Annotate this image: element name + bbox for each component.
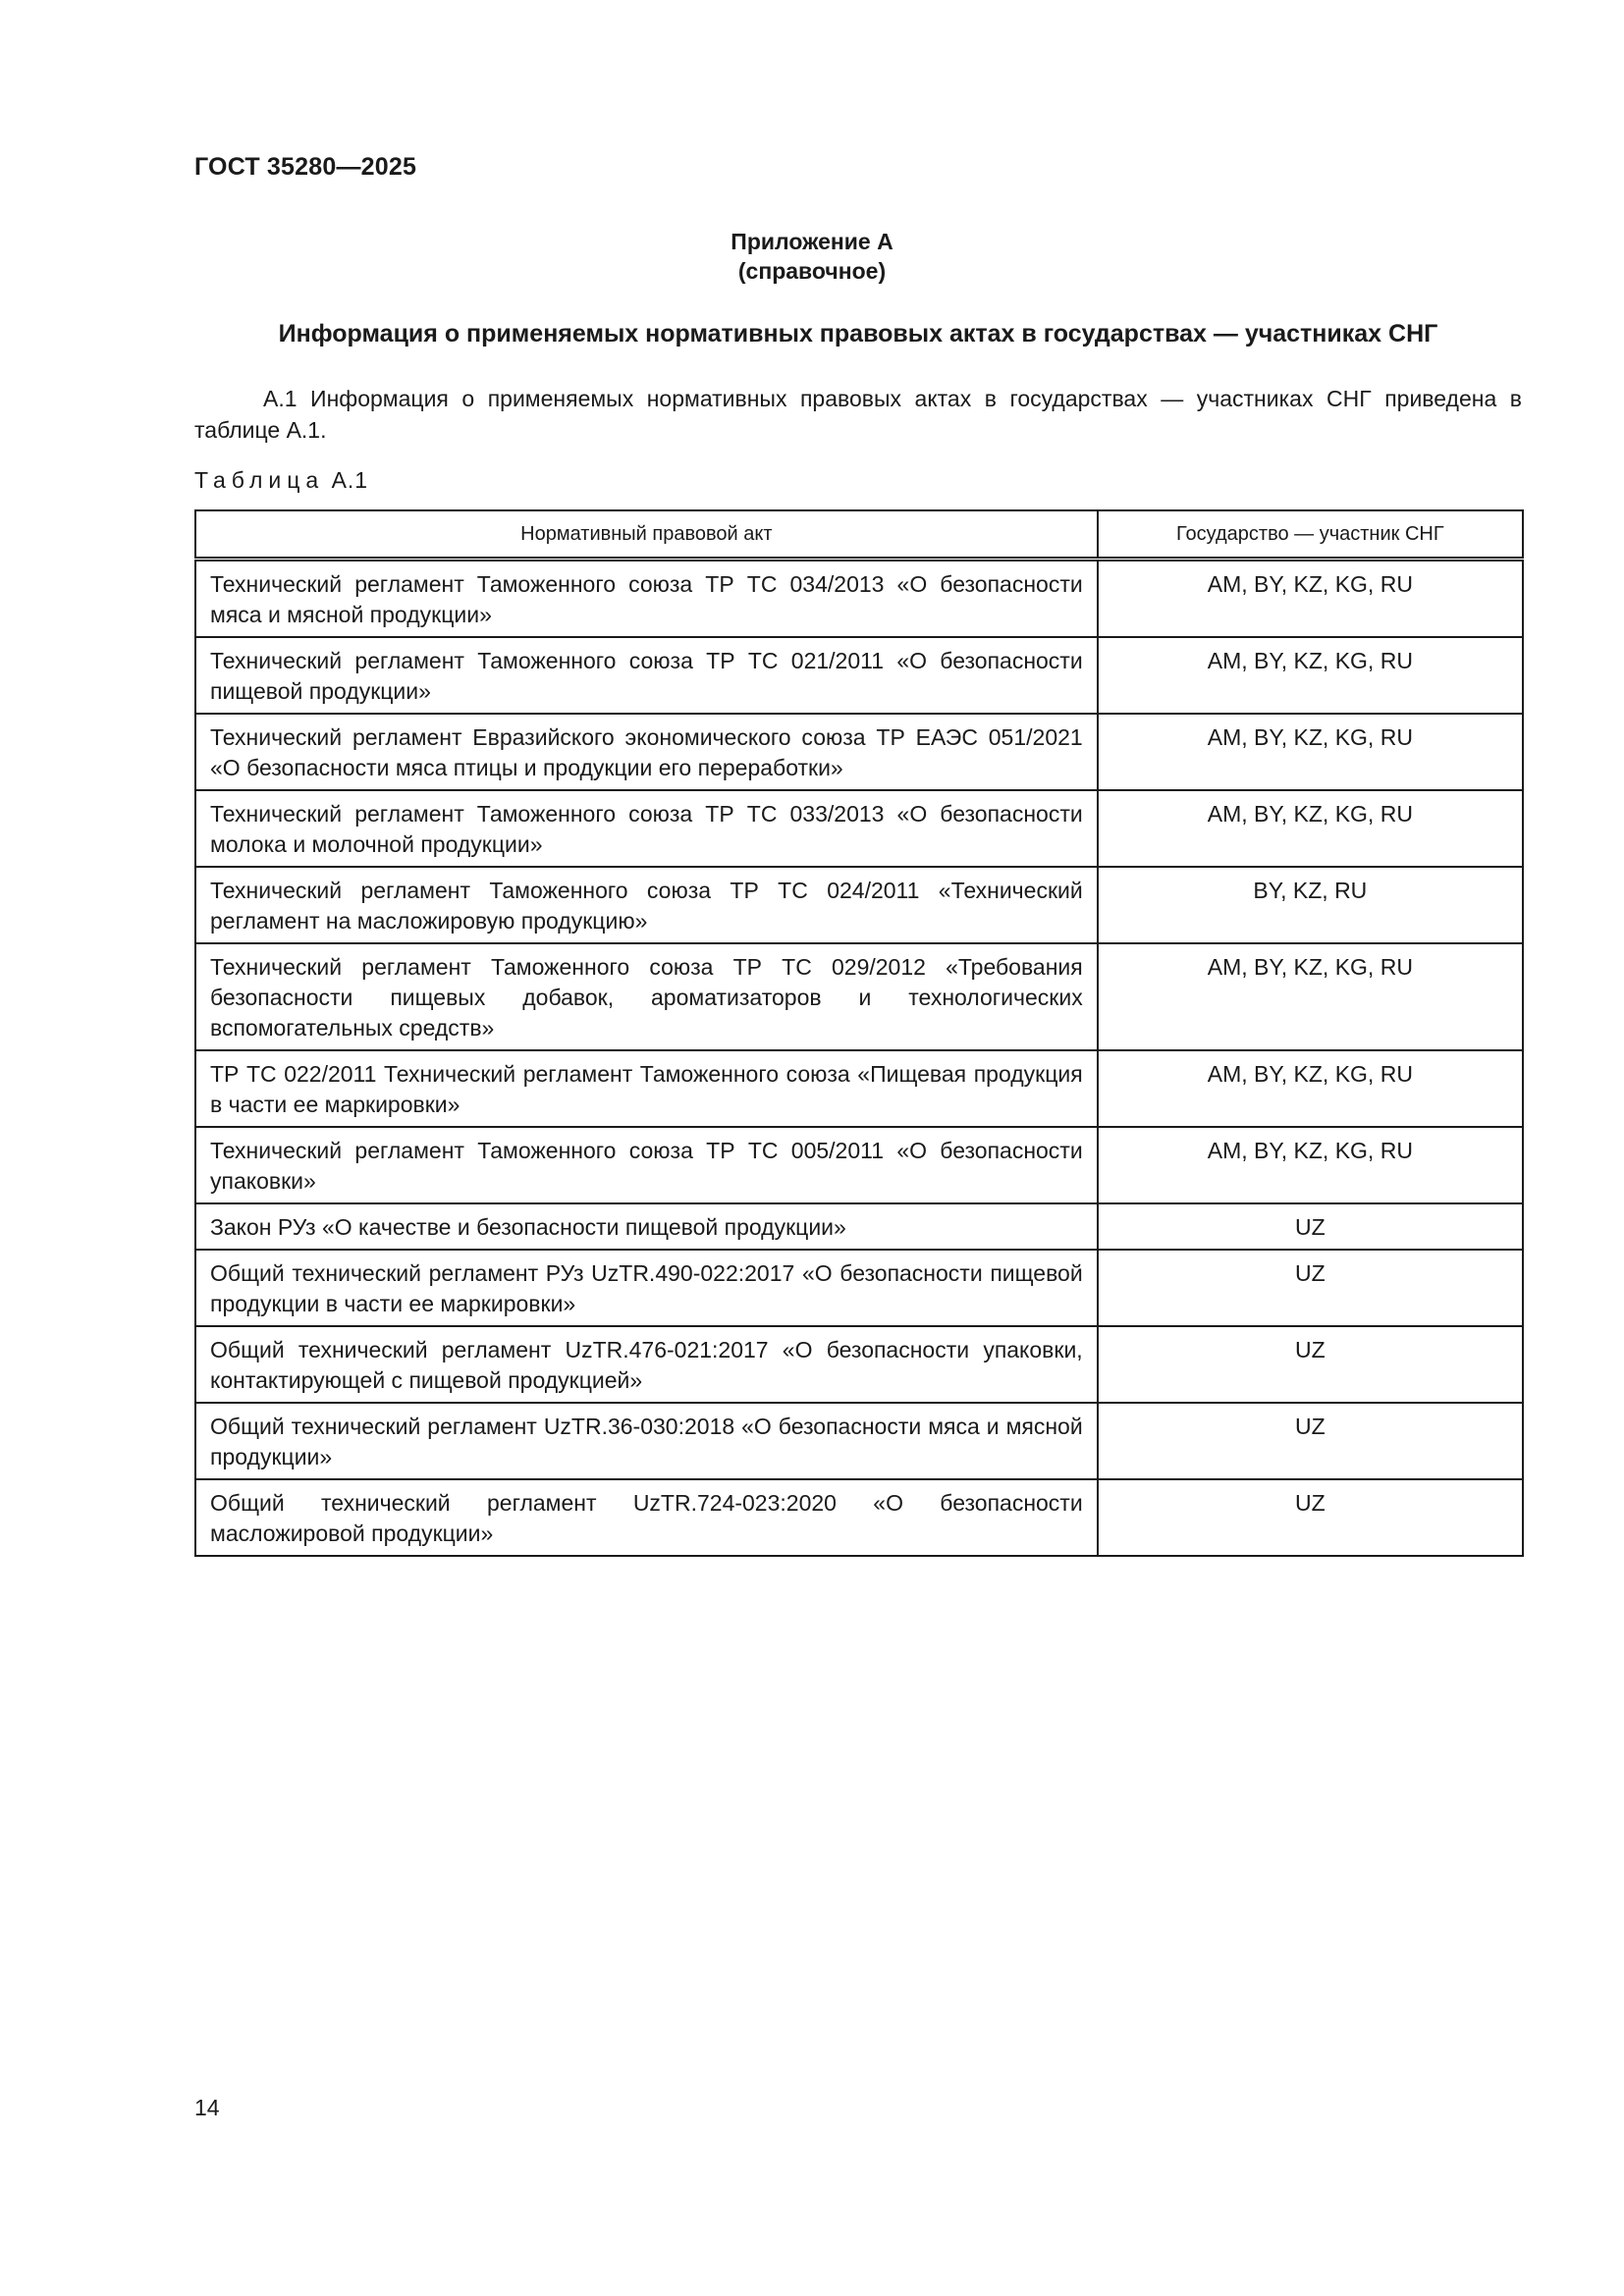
table-row	[195, 1203, 1523, 1250]
section-heading: Информация о применяемых нормативных правовых актах в государствах — участниках СНГ	[278, 320, 1438, 347]
state-cell: AM, BY, KZ, KG, RU	[1098, 637, 1523, 714]
annex-subtitle: (справочное)	[737, 258, 887, 284]
table-row	[195, 790, 1523, 867]
column-header-state: Государство — участник СНГ	[1098, 510, 1523, 560]
state-cell: BY, KZ, RU	[1098, 867, 1523, 943]
state-cell: UZ	[1098, 1326, 1523, 1403]
state-cell: AM, BY, KZ, KG, RU	[1098, 790, 1523, 867]
table-row	[195, 1050, 1523, 1127]
act-cell: Технический регламент Таможенного союза ТР ТС 029/2012 «Требования безопасности пищевых добавок, ароматизаторов и технологических вспомогательных средств»	[195, 943, 1098, 1050]
table-row	[195, 1479, 1523, 1556]
state-cell: AM, BY, KZ, KG, RU	[1098, 1050, 1523, 1127]
act-cell: Закон РУз «О качестве и безопасности пищевой продукции»	[195, 1203, 1098, 1250]
act-cell: Общий технический регламент UzTR.36-030:2018 «О безопасности мяса и мясной продукции»	[195, 1403, 1098, 1479]
act-cell: Технический регламент Евразийского экономического союза ТР ЕАЭС 051/2021 «О безопасности мяса птицы и продукции его переработки»	[195, 714, 1098, 790]
table-row	[195, 560, 1523, 638]
act-cell: ТР ТС 022/2011 Технический регламент Таможенного союза «Пищевая продукция в части ее маркировки»	[195, 1050, 1098, 1127]
state-cell: UZ	[1098, 1479, 1523, 1556]
column-header-act: Нормативный правовой акт	[195, 510, 1098, 560]
legal-acts-table	[194, 509, 1524, 1557]
intro-paragraph: А.1 Информация о применяемых нормативных правовых актах в государствах — участниках СНГ приведена в таблице А.1.	[194, 386, 1522, 443]
act-cell: Общий технический регламент UzTR.724-023:2020 «О безопасности масложировой продукции»	[195, 1479, 1098, 1556]
state-cell: AM, BY, KZ, KG, RU	[1098, 560, 1523, 638]
table-row	[195, 714, 1523, 790]
act-cell: Технический регламент Таможенного союза ТР ТС 024/2011 «Технический регламент на масложировую продукцию»	[195, 867, 1098, 943]
table-caption	[194, 467, 368, 494]
table-row	[195, 943, 1523, 1050]
page-number: 14	[194, 2095, 220, 2120]
table-row	[195, 1326, 1523, 1403]
table-row	[195, 867, 1523, 943]
act-cell: Общий технический регламент UzTR.476-021:2017 «О безопасности упаковки, контактирующей с пищевой продукцией»	[195, 1326, 1098, 1403]
state-cell: AM, BY, KZ, KG, RU	[1098, 1127, 1523, 1203]
table-row	[195, 637, 1523, 714]
document-code: ГОСТ 35280—2025	[194, 153, 417, 181]
act-cell: Технический регламент Таможенного союза ТР ТС 005/2011 «О безопасности упаковки»	[195, 1127, 1098, 1203]
table-caption-word: Таблица	[194, 467, 325, 493]
act-cell: Общий технический регламент РУз UzTR.490-022:2017 «О безопасности пищевой продукции в части ее маркировки»	[195, 1250, 1098, 1326]
table-row	[195, 1250, 1523, 1326]
annex-title: Приложение А	[731, 229, 893, 254]
state-cell: UZ	[1098, 1403, 1523, 1479]
state-cell: AM, BY, KZ, KG, RU	[1098, 943, 1523, 1050]
act-cell: Технический регламент Таможенного союза ТР ТС 033/2013 «О безопасности молока и молочной продукции»	[195, 790, 1098, 867]
state-cell: UZ	[1098, 1250, 1523, 1326]
table-row	[195, 1127, 1523, 1203]
act-cell: Технический регламент Таможенного союза ТР ТС 021/2011 «О безопасности пищевой продукции»	[195, 637, 1098, 714]
table-row	[195, 1403, 1523, 1479]
act-cell: Технический регламент Таможенного союза ТР ТС 034/2013 «О безопасности мяса и мясной продукции»	[195, 560, 1098, 638]
state-cell: UZ	[1098, 1203, 1523, 1250]
state-cell: AM, BY, KZ, KG, RU	[1098, 714, 1523, 790]
table-header-row	[195, 510, 1523, 560]
table-caption-number: А.1	[331, 467, 369, 493]
